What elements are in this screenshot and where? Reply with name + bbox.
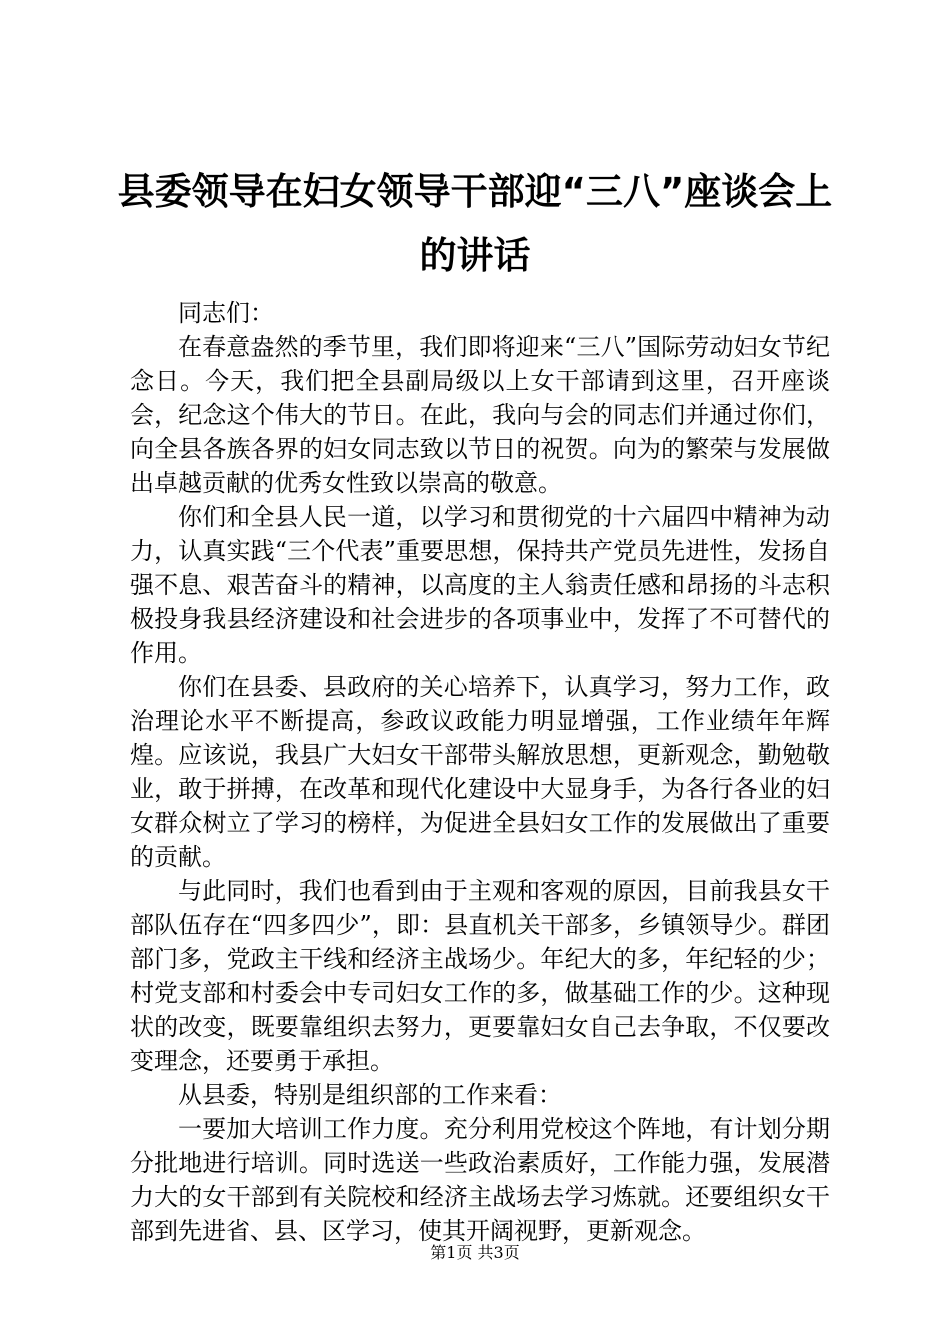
paragraph-2: 你们和全县人民一道，以学习和贯彻党的十六届四中精神为动力，认真实践“三个代表”重要思想，保持共产党员先进性，发扬自强不息、艰苦奋斗的精神，以高度的主人翁责任感和昂扬的斗志积极投身我县经济建设和社会进步的各项事业中，发挥了不可替代的作用。 bbox=[130, 503, 830, 667]
paragraph-salutation: 同志们： bbox=[178, 299, 274, 327]
paragraph-5: 从县委，特别是组织部的工作来看： bbox=[178, 1081, 562, 1109]
page-number-footer: 第1页 共3页 bbox=[430, 1243, 520, 1262]
paragraph-4: 与此同时，我们也看到由于主观和客观的原因，目前我县女干部队伍存在“四多四少”，即：县直机关干部多，乡镇领导少。群团部门多，党政主干线和经济主战场少。年纪大的多，年纪轻的少；村党支部和村委会中专司妇女工作的多，做基础工作的少。这种现状的改变，既要靠组织去努力，更要靠妇女自己去争取，不仅要改变理念，还要勇于承担。 bbox=[130, 877, 830, 1075]
paragraph-3: 你们在县委、县政府的关心培养下，认真学习，努力工作，政治理论水平不断提高，参政议政能力明显增强，工作业绩年年辉煌。应该说，我县广大妇女干部带头解放思想，更新观念，勤勉敬业，敢于拼搏，在改革和现代化建设中大显身手，为各行各业的妇女群众树立了学习的榜样，为促进全县妇女工作的发展做出了重要的贡献。 bbox=[130, 673, 830, 871]
paragraph-6: 一要加大培训工作力度。充分利用党校这个阵地，有计划分期分批地进行培训。同时选送一些政治素质好，工作能力强，发展潜力大的女干部到有关院校和经济主战场去学习炼就。还要组织女干部到先进省、县、区学习，使其开阔视野，更新观念。 bbox=[130, 1115, 830, 1245]
document-body bbox=[130, 296, 830, 1248]
document-title: 县委领导在妇女领导干部迎“三八”座谈会上的讲话 bbox=[117, 170, 833, 277]
paragraph-1: 在春意盎然的季节里，我们即将迎来“三八”国际劳动妇女节纪念日。今天，我们把全县副局级以上女干部请到这里，召开座谈会，纪念这个伟大的节日。在此，我向与会的同志们并通过你们，向全县各族各界的妇女同志致以节日的祝贺。向为的繁荣与发展做出卓越贡献的优秀女性致以崇高的敬意。 bbox=[130, 333, 830, 497]
